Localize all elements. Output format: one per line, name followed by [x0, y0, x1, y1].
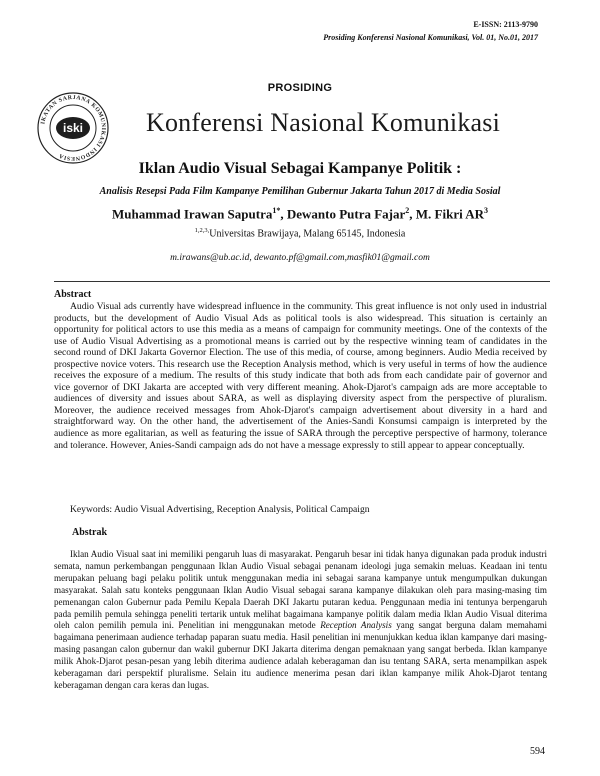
author-sep: ,: [280, 206, 287, 222]
conference-name: Konferensi Nasional Komunikasi: [146, 108, 501, 137]
abstract-heading: Abstract: [54, 289, 92, 300]
abstrak-text-part: yang sangat berguna dalam memahami bagaimana penerimaan audience terhadap paparan suatu media. Hasil penelitian ini menunjukkan kedua iklan kampanye dari masing-masing pasangan calon gubernur dan wakil gubernur DKI Jakarta diterima dengan pemaknaan yang sangat berbeda. Iklan kampanye milik Ahok-Djarot pesan-pesan yang lebih diterima audience adalah keberagaman dan isu tentang SARA, serta menampilkan aspek keberagaman dari perspektif pluralisme. Selain itu audience menerima pesan dari iklan kampanye milik Ahok-Djarot tentang keberagaman dengan cara keras dan lugas.: [54, 620, 547, 690]
running-title: Prosiding Konferensi Nasional Komunikasi, Vol. 01, No.01, 2017: [323, 33, 538, 42]
paper-title: Iklan Audio Visual Sebagai Kampanye Politik :: [138, 160, 462, 177]
section-divider: [54, 281, 550, 282]
abstract-body: Audio Visual ads currently have widespread influence in the community. This great influence is not only used in industrial products, but the development of Audio Visual Ads as political tools is also widespread. This situation is certainly an opportunity for political actors to use this media as a means of campaign for community meetings. One of the contexts of the use of Audio Visual Advertising as a promotional means is carried out by the respective winning team of candidates in the second round of DKI Jakarta Governor Election. The use of this media, of course, among beginners. Audio Media received by prospective novice voters. This research use the Reception Analysis method, which is very useful in terms of how the audience receives the exposure of a medium. The results of this study indicate that both ads from each candidate pair of governor and vice governor of DKI Jakarta are accepted with very different meaning. Ahok-Djarot's campaign ads are more acceptable to audiences of diversity and issues about SARA, as well as displaying diversity aspect from the perspective of pluralism. Moreover, the audience received messages from Ahok-Djarot's campaign advertisement about diversity in a hard and straightforward way. On the other hand, the advertisement of the Anies-Sandi Konsumsi campaign is interpreted by the audience as more egalitarian, as well as featuring the issue of SARA through the perceptive perspective of harmony, tolerance and tolerance. However, Anies-Sandi campaign ads do not have a message expressly to still appear to appear conceptually.: [54, 301, 547, 451]
paper-subtitle: Analisis Resepsi Pada Film Kampanye Pemilihan Gubernur Jakarta Tahun 2017 di Media Sosial: [99, 186, 501, 197]
author-emails: m.irawans@ub.ac.id, dewanto.pf@gmail.com,masfik01@gmail.com: [170, 253, 430, 263]
author-name: Dewanto Putra Fajar: [286, 206, 406, 222]
abstrak-heading: Abstrak: [72, 527, 108, 538]
author-sup: 1*: [272, 206, 281, 215]
iski-logo: [36, 91, 110, 165]
affiliation: [0, 227, 600, 239]
page-number: 594: [530, 746, 545, 757]
author-sep: ,: [409, 206, 416, 222]
keywords: Keywords: Audio Visual Advertising, Reception Analysis, Political Campaign: [70, 504, 370, 515]
section-label: PROSIDING: [267, 82, 333, 94]
abstrak-body: [54, 549, 547, 692]
author-name: Muhammad Irawan Saputra: [111, 206, 273, 222]
affiliation-text: Universitas Brawijaya, Malang 65145, Indonesia: [209, 228, 406, 240]
iski-logo-graphic: [36, 91, 110, 165]
affiliation-sup: 1,2,3,: [194, 227, 210, 234]
author-sup: 3: [484, 206, 489, 215]
logo-center-text: iski: [62, 121, 84, 135]
abstrak-text-part: Iklan Audio Visual saat ini memiliki pengaruh luas di masyarakat. Pengaruh besar ini tidak hanya digunakan pada produk industri semata, namun perkembangan penggunaan Iklan Audio Visual sebagai penanam ideologi juga semakin meluas. Keadaan ini tentu merupakan peluang bagi pelaku politik untuk menggunakan media ini sebagai sarana kampanye untuk mengumpulkan dukungan masyarakat. Salah satu konteks penggunaan Iklan Audio Visual sebagai sarana kampanye dilakukan oleh para masing-masing tim pemenangan calon Gubernur pada Pemilu Kepala Daerah DKI Jakartu putaran kedua. Penggunaan media ini tentunya berpengaruh pada pemilih pemula sehingga peneliti tertarik untuk melihat bagaimana kampanye politik dalam media Iklan Audio Visual diterima oleh calon pemilih pemula ini. Penelitian ini menggunakan metode: [54, 549, 547, 631]
author-list: [0, 206, 600, 222]
author-sup: 2: [405, 206, 410, 215]
abstrak-method-italic: Reception Analysis: [320, 620, 392, 631]
author-name: M. Fikri AR: [415, 206, 485, 222]
logo-ring-text: IKATAN SARJANA KOMUNIKASI INDONESIA: [40, 94, 107, 162]
issn-label: E-ISSN: 2113-9790: [473, 20, 538, 29]
